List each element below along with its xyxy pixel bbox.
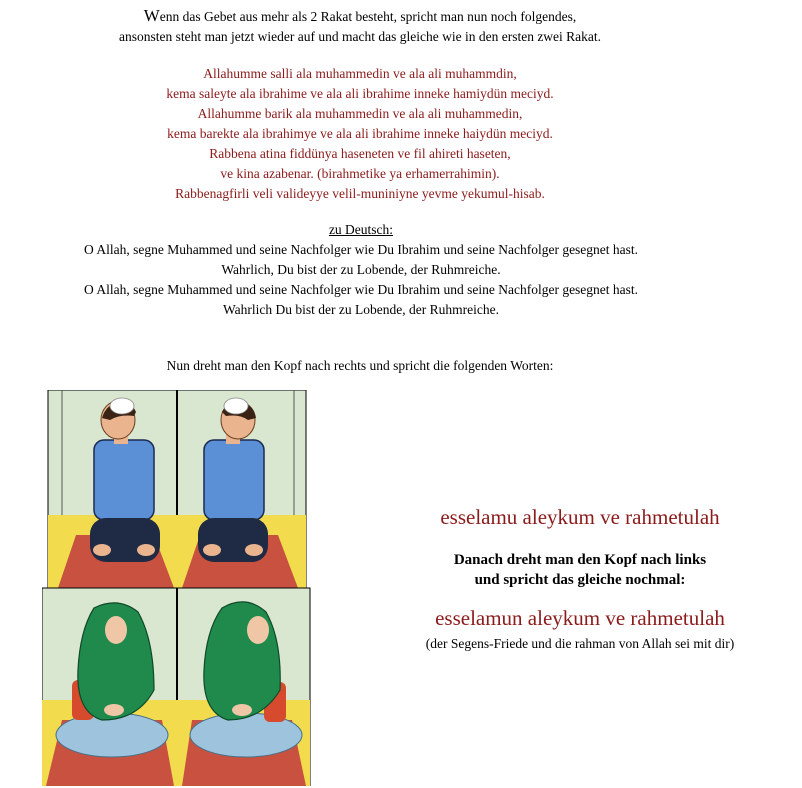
transliteration-line: Rabbena atina fiddünya haseneten ve fil ahireti haseten, (209, 146, 511, 161)
transliteration-line: kema barekte ala ibrahimye ve ala ali ibrahime inneke haiydün meciyd. (167, 126, 553, 141)
transliteration-line: Allahumme barik ala muhammedin ve ala ali muhammedin, (197, 106, 523, 121)
greeting-left: esselamun aleykum ve rahmetulah (435, 606, 725, 630)
german-line: O Allah, segne Muhammed und seine Nachfolger wie Du Ibrahim und seine Nachfolger gesegnet hast. (83, 282, 639, 297)
greeting-translation: (der Segens-Friede und die rahman von Allah sei mit dir) (425, 636, 735, 651)
transliteration-block (60, 64, 660, 204)
german-line: O Allah, segne Muhammed und seine Nachfolger wie Du Ibrahim und seine Nachfolger gesegnet hast. (83, 242, 639, 257)
german-line: Wahrlich, Du bist der zu Lobende, der Ruhmreiche. (221, 262, 501, 277)
transliteration-line: kema saleyte ala ibrahime ve ala ali ibrahime inneke hamiydün meciyd. (166, 86, 554, 101)
turn-left-line: Danach dreht man den Kopf nach links (453, 552, 707, 568)
turn-left-instruction (395, 550, 765, 590)
woman-panels (42, 588, 310, 786)
intro-text (60, 6, 660, 47)
german-translation (10, 220, 712, 320)
transliteration-line: Allahumme salli ala muhammedin ve ala ali muhammdin, (203, 66, 517, 81)
greeting-right: esselamu aleykum ve rahmetulah (440, 505, 720, 529)
turn-right-instruction: Nun dreht man den Kopf nach rechts und spricht die folgenden Worten: (166, 358, 554, 373)
intro-line-2: ansonsten steht man jetzt wieder auf und macht das gleiche wie in den ersten zwei Rakat. (118, 29, 602, 44)
turn-left-line: und spricht das gleiche nochmal: (474, 572, 686, 588)
prayer-illustration (42, 390, 312, 786)
german-line: Wahrlich Du bist der zu Lobende, der Ruhmreiche. (223, 302, 499, 317)
german-heading: zu Deutsch: (328, 222, 394, 237)
transliteration-line: Rabbenagfirli veli valideyye velil-muniniyne yevme yekumul-hisab. (175, 186, 545, 201)
transliteration-line: ve kina azabenar. (birahmetike ya erhamerrahimin). (220, 166, 500, 181)
man-panels (48, 390, 306, 588)
intro-line-1: Wenn das Gebet aus mehr als 2 Rakat besteht, spricht man nun noch folgendes, (143, 6, 577, 25)
